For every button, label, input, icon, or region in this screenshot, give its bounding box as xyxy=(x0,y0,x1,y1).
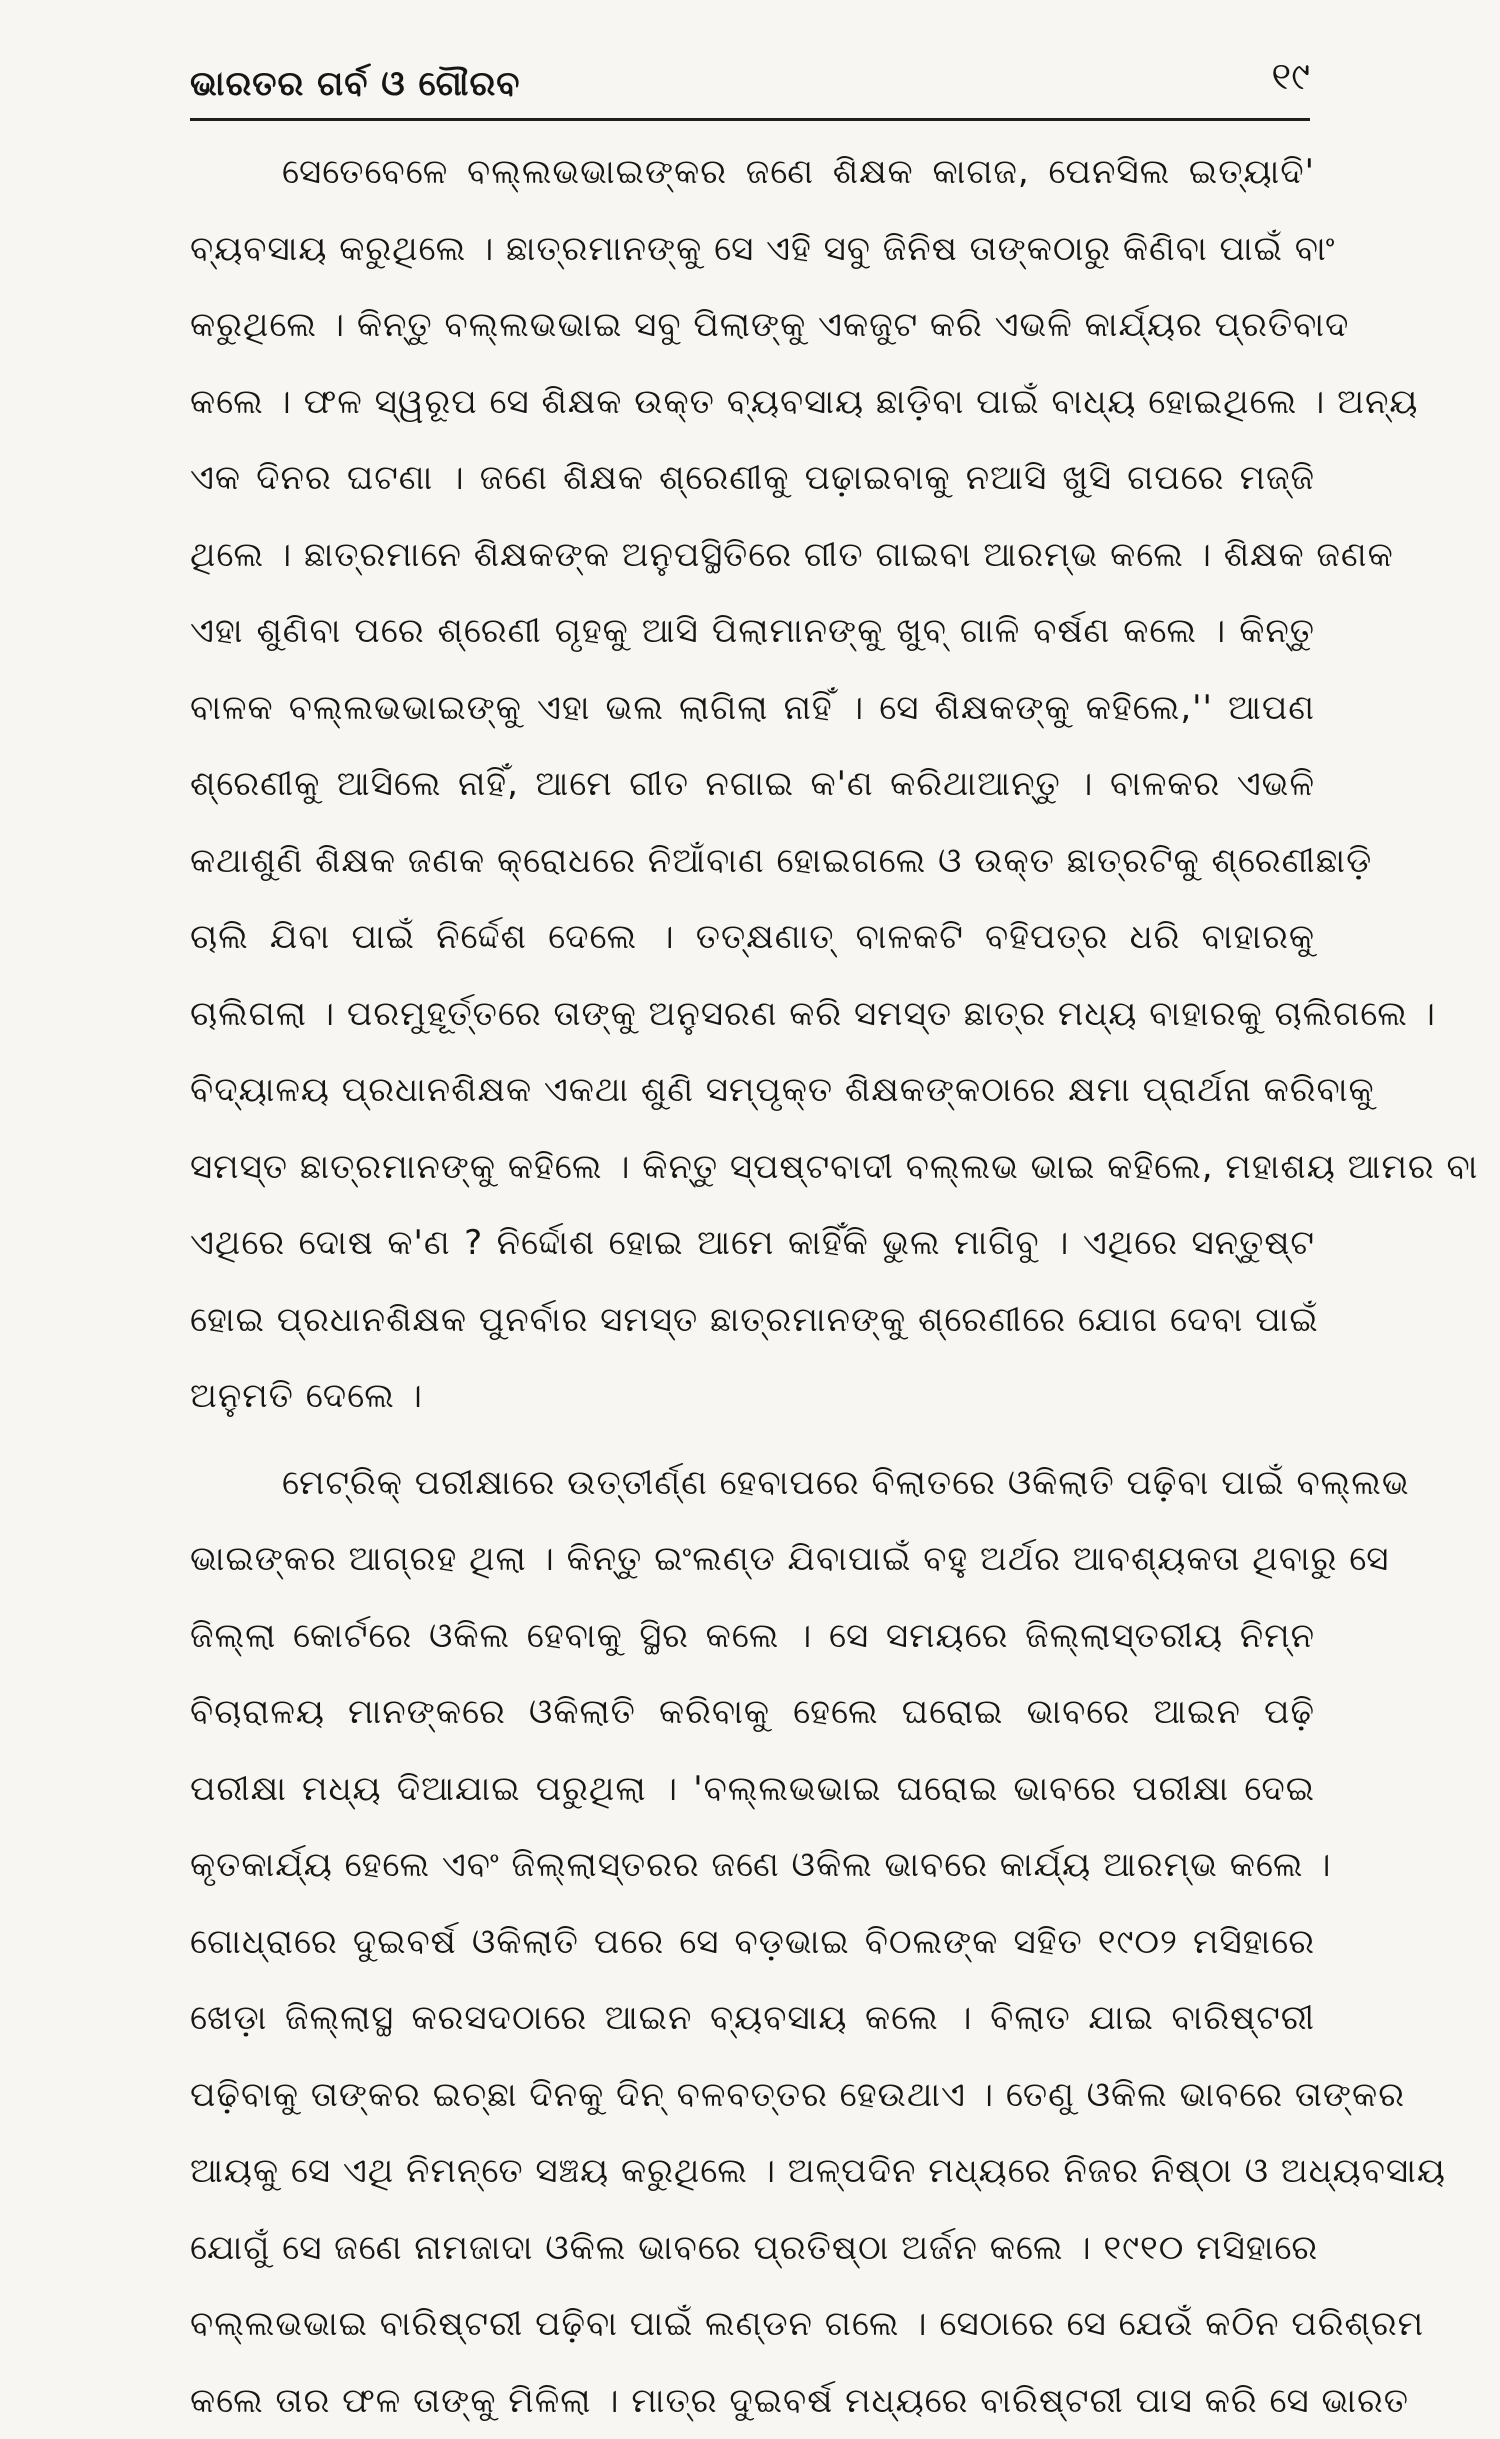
paragraph-1 xyxy=(190,134,1315,1435)
running-header xyxy=(190,48,1310,121)
text-line: ଭାଇଙ୍କର ଆଗ୍ରହ ଥିଲା । କିନ୍ତୁ ଇଂଲଣ୍ଡ ଯିବାପାଇଁ ବହୁ ଅର୍ଥର ଆବଶ୍ୟକତା ଥିବାରୁ ସେ xyxy=(190,1521,1315,1598)
text-line: ଏହା ଶୁଣିବା ପରେ ଶ୍ରେଣୀ ଗୃହକୁ ଆସି ପିଲାମାନଙ୍କୁ ଖୁବ୍ ଗାଳି ବର୍ଷଣ କଲେ । କିନ୍ତୁ xyxy=(190,593,1315,670)
text-line: ଶ୍ରେଣୀକୁ ଆସିଲେ ନାହିଁ, ଆମେ ଗୀତ ନଗାଇ କ'ଣ କରିଥାଆନ୍ତୁ । ବାଳକର ଏଭଳି xyxy=(190,746,1315,823)
text-line: କଥାଶୁଣି ଶିକ୍ଷକ ଜଣକ କ୍ରୋଧରେ ନିଆଁବାଣ ହୋଇଗଲେ ଓ ଉକ୍ତ ଛାତ୍ରଟିକୁ ଶ୍ରେଣୀଛାଡ଼ି xyxy=(190,823,1315,900)
text-line: ବଲ୍ଲଭଭାଇ ବାରିଷ୍ଟରୀ ପଢ଼ିବା ପାଇଁ ଲଣ୍ଡନ ଗଲେ । ସେଠାରେ ସେ ଯେଉଁ କଠିନ ପରିଶ୍ରମ xyxy=(190,2286,1315,2363)
paragraph-spacer xyxy=(190,1435,1315,1445)
text-line: କରୁଥିଲେ । କିନ୍ତୁ ବଲ୍ଲଭଭାଇ ସବୁ ପିଲାଙ୍କୁ ଏକଜୁଟ କରି ଏଭଳି କାର୍ଯ୍ୟର ପ୍ରତିବାଦ xyxy=(190,287,1315,364)
page-number: ୧୯ xyxy=(1271,54,1310,99)
body-text xyxy=(190,134,1315,2439)
text-line: ସେତେବେଳେ ବଲ୍ଲଭଭାଇଙ୍କର ଜଣେ ଶିକ୍ଷକ କାଗଜ, ପେନସିଲ ଇତ୍ୟାଦି' xyxy=(190,134,1315,211)
text-line: ବିଦ୍ୟାଳୟ ପ୍ରଧାନଶିକ୍ଷକ ଏକଥା ଶୁଣି ସମ୍ପୃକ୍ତ ଶିକ୍ଷକଙ୍କଠାରେ କ୍ଷମା ପ୍ରାର୍ଥନା କରିବାକୁ xyxy=(190,1052,1315,1129)
header-title: ଭାରତର ଗର୍ବ ଓ ଗୌରବ xyxy=(190,64,520,104)
text-line: ଅନୁମତି ଦେଲେ । xyxy=(190,1358,1315,1435)
text-line: ସମସ୍ତ ଛାତ୍ରମାନଙ୍କୁ କହିଲେ । କିନ୍ତୁ ସ୍ପଷ୍ଟବାଦୀ ବଲ୍ଲଭ ଭାଇ କହିଲେ, ମହାଶୟ ଆମର ବା xyxy=(190,1129,1315,1206)
text-line: ଯୋଗୁଁ ସେ ଜଣେ ନାମଜାଦା ଓକିଲ ଭାବରେ ପ୍ରତିଷ୍ଠା ଅର୍ଜନ କଲେ । ୧୯୧୦ ମସିହାରେ xyxy=(190,2210,1315,2287)
text-line: ହୋଇ ପ୍ରଧାନଶିକ୍ଷକ ପୁନର୍ବାର ସମସ୍ତ ଛାତ୍ରମାନଙ୍କୁ ଶ୍ରେଣୀରେ ଯୋଗ ଦେବା ପାଇଁ xyxy=(190,1282,1315,1359)
text-line: ଆୟକୁ ସେ ଏଥି ନିମନ୍ତେ ସଞ୍ଚୟ କରୁଥିଲେ । ଅଳ୍ପଦିନ ମଧ୍ୟରେ ନିଜର ନିଷ୍ଠା ଓ ଅଧ୍ୟବସାୟ xyxy=(190,2133,1315,2210)
paragraph-2 xyxy=(190,1445,1315,2439)
text-line: ଚାଲି ଯିବା ପାଇଁ ନିର୍ଦ୍ଦେଶ ଦେଲେ । ତତ୍‌କ୍ଷଣାତ୍ ବାଳକଟି ବହିପତ୍ର ଧରି ବାହାରକୁ xyxy=(190,899,1315,976)
text-line: ପଢ଼ିବାକୁ ତାଙ୍କର ଇଚ୍ଛା ଦିନକୁ ଦିନ୍ ବଳବତ୍ତର ହେଉଥାଏ । ତେଣୁ ଓକିଲ ଭାବରେ ତାଙ୍କର xyxy=(190,2057,1315,2134)
text-line: ଗୋଧ୍ରାରେ ଦୁଇବର୍ଷ ଓକିଲାତି ପରେ ସେ ବଡ଼ଭାଇ ବିଠଲଙ୍କ ସହିତ ୧୯୦୨ ମସିହାରେ xyxy=(190,1904,1315,1981)
text-line: ଚାଲିଗଲା । ପରମୁହୂର୍ତ୍ତରେ ତାଙ୍କୁ ଅନୁସରଣ କରି ସମସ୍ତ ଛାତ୍ର ମଧ୍ୟ ବାହାରକୁ ଚାଲିଗଲେ । xyxy=(190,976,1315,1053)
text-line: ବାଳକ ବଲ୍ଲଭଭାଇଙ୍କୁ ଏହା ଭଲ ଲାଗିଲା ନାହିଁ । ସେ ଶିକ୍ଷକଙ୍କୁ କହିଲେ,'' ଆପଣ xyxy=(190,670,1315,747)
text-line: କୃତକାର୍ଯ୍ୟ ହେଲେ ଏବଂ ଜିଲ୍ଲାସ୍ତରର ଜଣେ ଓକିଲ ଭାବରେ କାର୍ଯ୍ୟ ଆରମ୍ଭ କଲେ । xyxy=(190,1827,1315,1904)
text-line: ମେଟ୍ରିକ୍ ପରୀକ୍ଷାରେ ଉତ୍ତୀର୍ଣ୍ଣ ହେବାପରେ ବିଲାତରେ ଓକିଲାତି ପଢ଼ିବା ପାଇଁ ବଲ୍ଲଭ xyxy=(190,1445,1315,1522)
text-line: ଖେଡ଼ା ଜିଲ୍ଲାସ୍ଥ କରସଦଠାରେ ଆଇନ ବ୍ୟବସାୟ କଲେ । ବିଲାତ ଯାଇ ବାରିଷ୍ଟରୀ xyxy=(190,1980,1315,2057)
text-line: ଏକ ଦିନର ଘଟଣା । ଜଣେ ଶିକ୍ଷକ ଶ୍ରେଣୀକୁ ପଢ଼ାଇବାକୁ ନଆସି ଖୁସି ଗପରେ ମଜ୍ଜି xyxy=(190,440,1315,517)
text-line: ବିଚାରାଳୟ ମାନଙ୍କରେ ଓକିଲାତି କରିବାକୁ ହେଲେ ଘରୋଇ ଭାବରେ ଆଇନ ପଢ଼ି xyxy=(190,1674,1315,1751)
text-line: କଲେ । ଫଳ ସ୍ୱରୂପ ସେ ଶିକ୍ଷକ ଉକ୍ତ ବ୍ୟବସାୟ ଛାଡ଼ିବା ପାଇଁ ବାଧ୍ୟ ହୋଇଥିଲେ । ଅନ୍ୟ xyxy=(190,364,1315,441)
text-line: ବ୍ୟବସାୟ କରୁଥିଲେ । ଛାତ୍ରମାନଙ୍କୁ ସେ ଏହି ସବୁ ଜିନିଷ ତାଙ୍କଠାରୁ କିଣିବା ପାଇଁ ବାଂ xyxy=(190,211,1315,288)
text-line: ଥିଲେ । ଛାତ୍ରମାନେ ଶିକ୍ଷକଙ୍କ ଅନୁପସ୍ଥିତିରେ ଗୀତ ଗାଇବା ଆରମ୍ଭ କଲେ । ଶିକ୍ଷକ ଜଣକ xyxy=(190,517,1315,594)
text-line: ଜିଲ୍ଲା କୋର୍ଟରେ ଓକିଲ ହେବାକୁ ସ୍ଥିର କଲେ । ସେ ସମୟରେ ଜିଲ୍ଲାସ୍ତରୀୟ ନିମ୍ନ xyxy=(190,1598,1315,1675)
text-line: ଏଥିରେ ଦୋଷ କ'ଣ ? ନିର୍ଦ୍ଦୋଶ ହୋଇ ଆମେ କାହିଁକି ଭୁଲ ମାଗିବୁ । ଏଥିରେ ସନ୍ତୁଷ୍ଟ xyxy=(190,1205,1315,1282)
text-line: କଲେ ତାର ଫଳ ତାଙ୍କୁ ମିଳିଲା । ମାତ୍ର ଦୁଇବର୍ଷ ମଧ୍ୟରେ ବାରିଷ୍ଟରୀ ପାସ କରି ସେ ଭାରତ xyxy=(190,2363,1315,2439)
text-line: ପରୀକ୍ଷା ମଧ୍ୟ ଦିଆଯାଇ ପରୁଥିଲା । 'ବଲ୍ଲଭଭାଇ ଘରୋଇ ଭାବରେ ପରୀକ୍ଷା ଦେଇ xyxy=(190,1751,1315,1828)
